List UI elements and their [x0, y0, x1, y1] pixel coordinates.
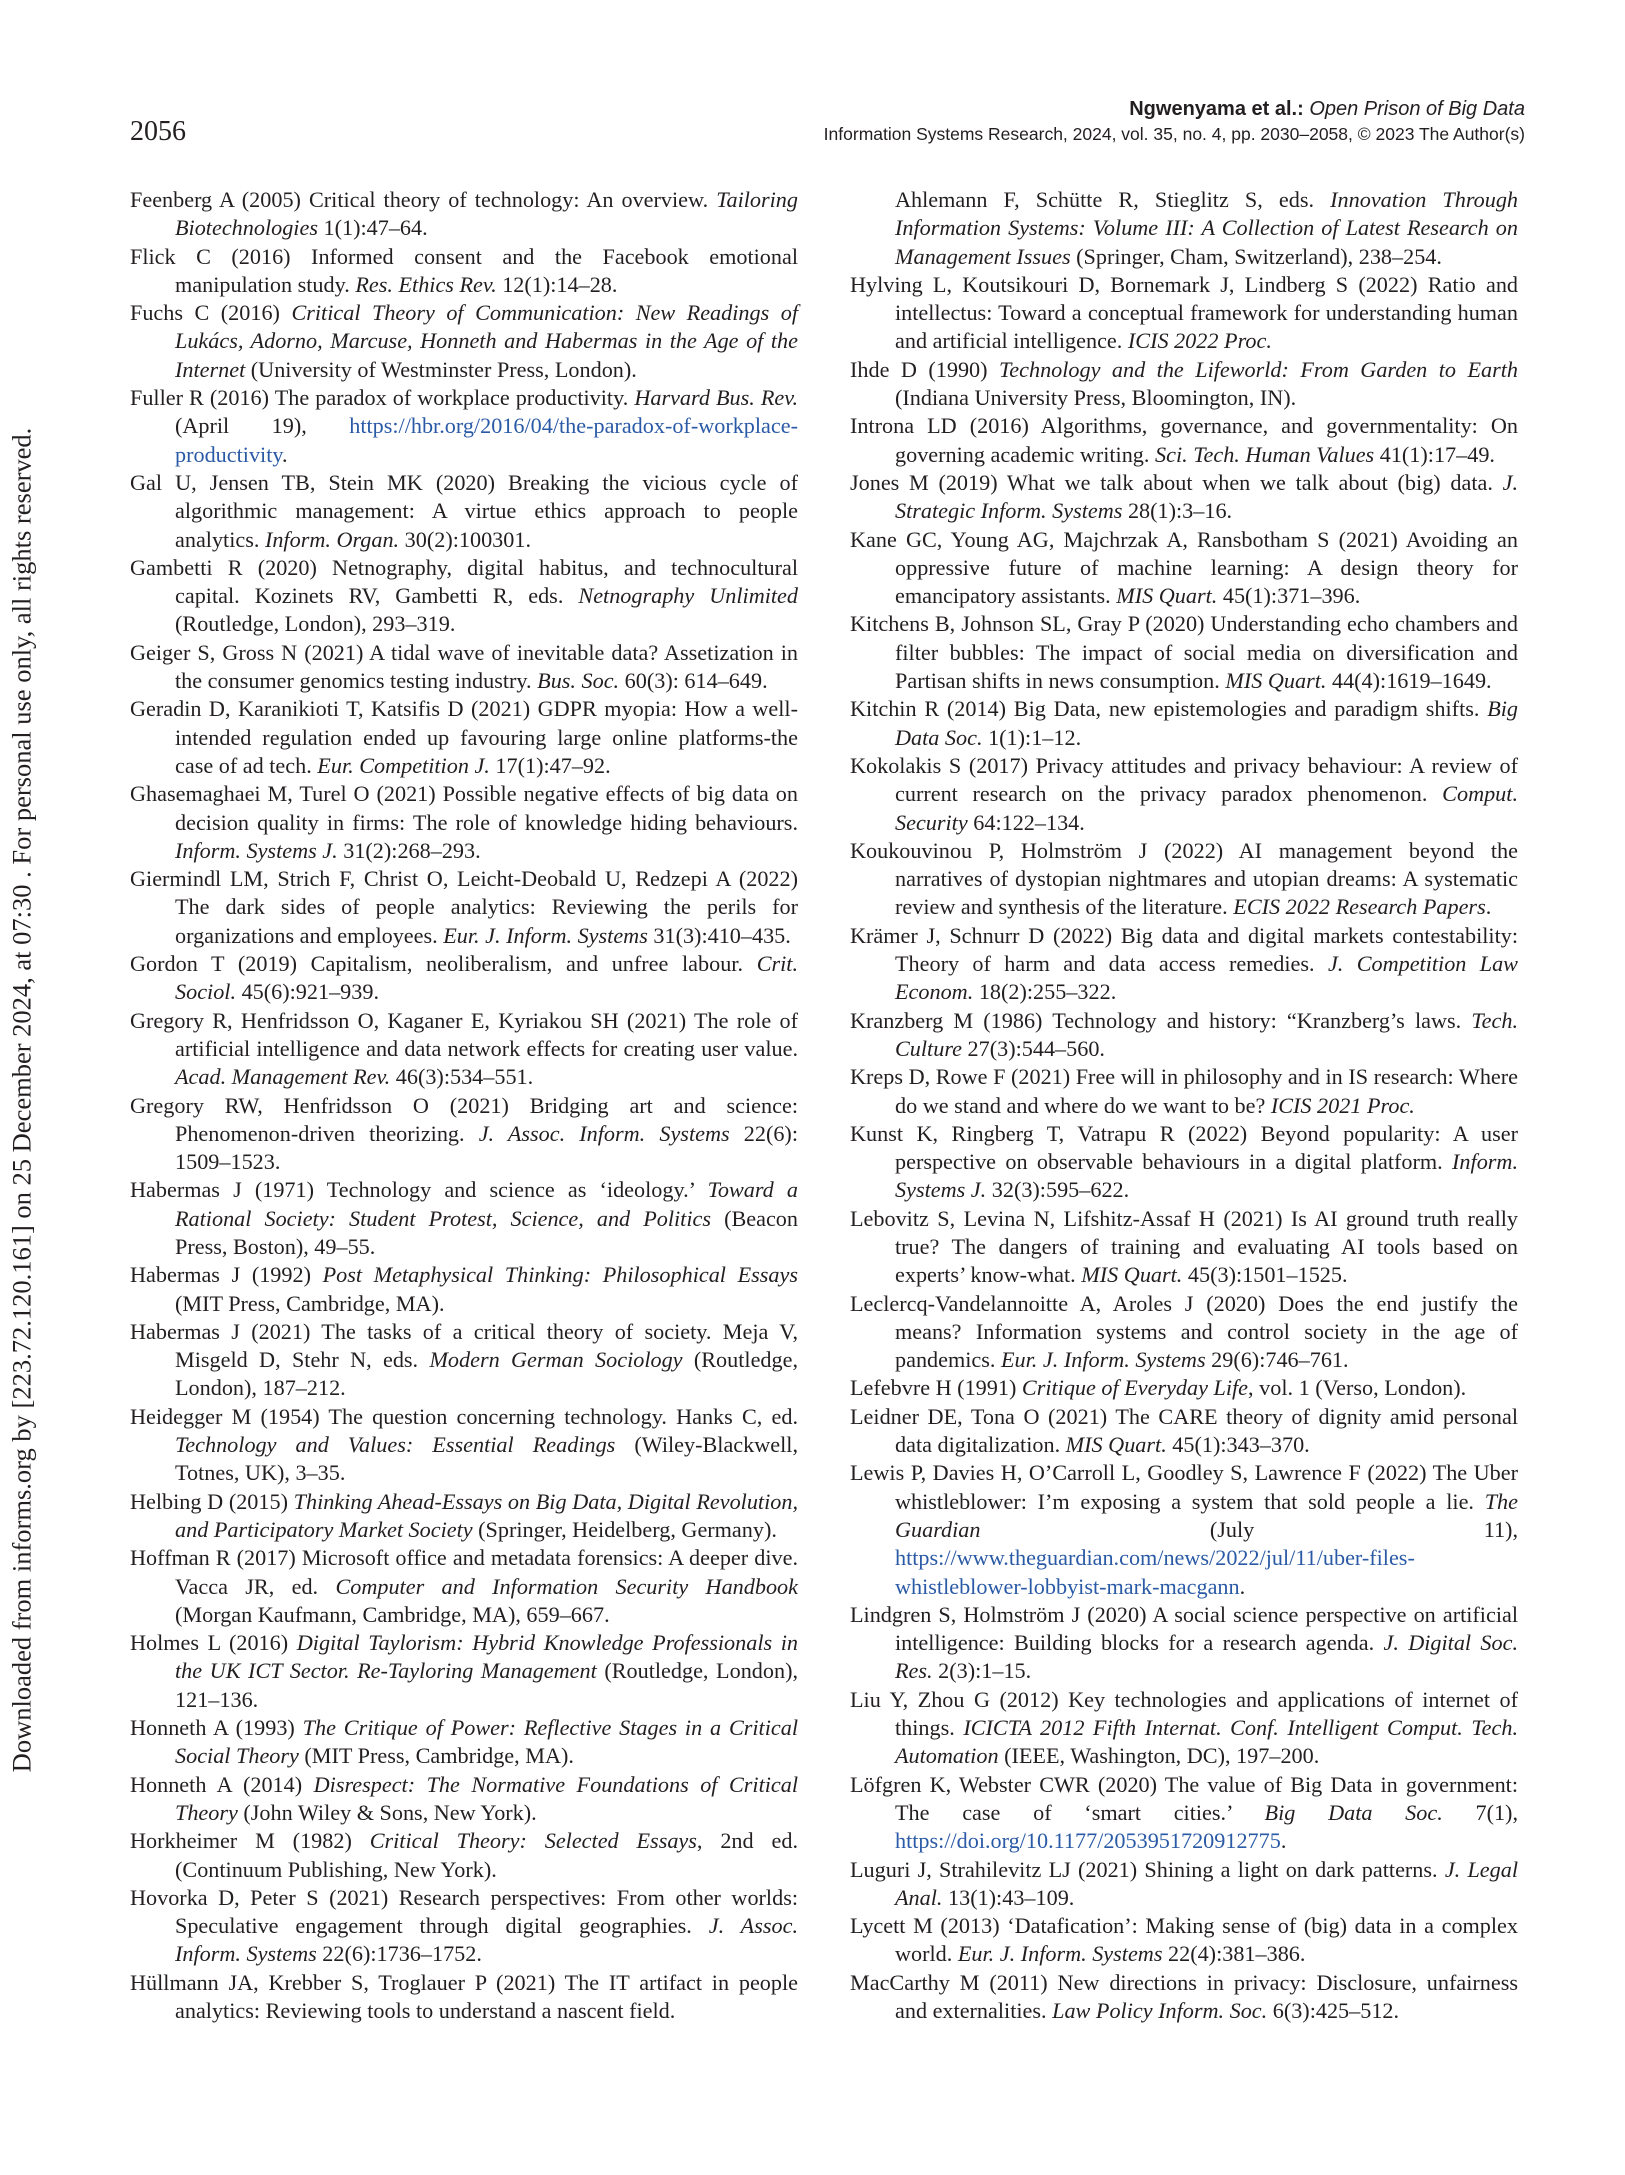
reference-text: 22(6): 1509–1523. [175, 1120, 798, 1175]
reference-source-italic: ICIS 2022 Proc. [1127, 328, 1272, 354]
reference-entry [850, 1856, 1518, 1913]
reference-text: 7(1), [1442, 1799, 1518, 1825]
reference-entry [850, 922, 1518, 1007]
reference-entry [130, 1488, 798, 1545]
reference-text: Kranzberg M (1986) Technology and history: “Kranzberg’s laws. [850, 1007, 1472, 1033]
reference-entry [850, 1912, 1518, 1969]
reference-text: Lewis P, Davies H, O’Carroll L, Goodley S, Lawrence F (2022) The Uber whistleblower: I’m exposing a system that sold people a lie. [850, 1460, 1518, 1514]
reference-text: (Wiley-Blackwell, Totnes, UK), 3–35. [175, 1432, 798, 1486]
reference-link[interactable]: https://hbr.org/2016/04/the-paradox-of-workplace-productivity [175, 413, 798, 467]
reference-source-italic: Bus. Soc. [537, 668, 620, 694]
reference-source-italic: Eur. Competition J. [317, 752, 490, 778]
reference-entry [130, 865, 798, 950]
reference-text: 12(1):14–28. [496, 271, 618, 297]
reference-text: Introna LD (2016) Algorithms, governance, and governmentality: On governing academic writing. [850, 413, 1518, 467]
reference-entry [130, 1007, 798, 1092]
reference-entry [850, 1290, 1518, 1375]
reference-source-italic: Eur. J. Inform. Systems [957, 1941, 1163, 1967]
reference-text: MacCarthy M (2011) New directions in privacy: Disclosure, unfairness and externalities. [850, 1969, 1518, 2023]
reference-entry [130, 1544, 798, 1629]
reference-text: Kunst K, Ringberg T, Vatrapu R (2022) Beyond popularity: A user perspective on observable behaviours in a digital platform. [850, 1120, 1518, 1175]
reference-source-italic: Inform. Systems J. [895, 1149, 1518, 1203]
reference-text: (April 19), [175, 413, 350, 439]
reference-text: Lindgren S, Holmström J (2020) A social science perspective on artificial intelligence: Building blocks for a research agenda. [850, 1601, 1518, 1656]
reference-text: (Routledge, London), 187–212. [175, 1347, 799, 1401]
reference-source-italic: MIS Quart. [1081, 1262, 1183, 1288]
reference-source-italic: J. Competition Law Econom. [895, 951, 1518, 1005]
reference-text: 6(3):425–512. [1267, 1998, 1400, 2023]
reference-text: Hüllmann JA, Krebber S, Troglauer P (2021) The IT artifact in people analytics: Reviewing tools to understand a nascent field. [130, 1969, 798, 2023]
reference-text: Lefebvre H (1991) [850, 1375, 1022, 1401]
reference-text: 60(3): 614–649. [619, 668, 768, 694]
reference-text: Gregory R, Henfridsson O, Kaganer E, Kyriakou SH (2021) The role of artificial intelligence and data network effects for creating user value. [130, 1007, 798, 1061]
reference-source-italic: Digital Taylorism: Hybrid Knowledge Professionals in the UK ICT Sector. Re-Tayloring Management [175, 1630, 798, 1684]
reference-source-italic: MIS Quart. [1225, 668, 1327, 694]
reference-text: Lycett M (2013) ‘Datafication’: Making sense of (big) data in a complex world. [850, 1913, 1518, 1967]
reference-text: (Routledge, London), 293–319. [175, 611, 456, 637]
reference-entry [850, 610, 1518, 695]
reference-text: 44(4):1619–1649. [1326, 668, 1492, 694]
reference-text: Flick C (2016) Informed consent and the Facebook emotional manipulation study. [130, 243, 798, 297]
reference-text: Fuchs C (2016) [130, 300, 292, 326]
reference-entry [850, 1459, 1518, 1600]
reference-entry [850, 695, 1518, 752]
reference-text: Habermas J (1971) Technology and science as ‘ideology.’ [130, 1177, 708, 1203]
references-left-column [130, 186, 798, 2025]
reference-text: 2(3):1–15. [932, 1658, 1032, 1684]
reference-text: Horkheimer M (1982) [130, 1828, 370, 1854]
reference-text: . [282, 441, 288, 467]
reference-source-italic: ECIS 2022 Research Papers [1233, 894, 1486, 920]
reference-source-italic: J. Digital Soc. Res. [895, 1630, 1518, 1684]
reference-source-italic: Comput. Security [895, 781, 1518, 835]
download-notice-text: Downloaded from informs.org by [223.72.120.161] on 25 December 2024, at 07:30 . For personal use only, all rights reserved. [6, 427, 37, 1773]
reference-text: Kitchens B, Johnson SL, Gray P (2020) Understanding echo chambers and filter bubbles: The impact of social media on diversification and Partisan shifts in news consumption. [850, 611, 1518, 694]
reference-entry [850, 1969, 1518, 2026]
reference-text: , 2nd ed. (Continuum Publishing, New York). [175, 1828, 798, 1882]
reference-text: Geiger S, Gross N (2021) A tidal wave of inevitable data? Assetization in the consumer genomics testing industry. [130, 639, 798, 694]
reference-text: 45(3):1501–1525. [1182, 1262, 1348, 1288]
header-journal-line: Information Systems Research, 2024, vol. 35, no. 4, pp. 2030–2058, © 2023 The Author(s) [823, 124, 1525, 144]
reference-source-italic: Toward a Rational Society: Student Protest, Science, and Politics [175, 1177, 798, 1231]
reference-text: 31(2):268–293. [337, 837, 481, 863]
reference-source-italic: ICICTA 2012 Fifth Internat. Conf. Intelligent Comput. Tech. Automation [895, 1715, 1518, 1769]
reference-text: Leclercq-Vandelannoitte A, Aroles J (2020) Does the end justify the means? Information systems and control society in the age of pandemics. [850, 1290, 1518, 1373]
reference-entry [130, 1403, 798, 1488]
reference-text: 17(1):47–92. [489, 752, 611, 778]
reference-text: 28(1):3–16. [1122, 498, 1233, 524]
reference-source-italic: Inform. Systems J. [175, 837, 338, 863]
reference-entry [130, 554, 798, 639]
reference-text: 1(1):1–12. [982, 724, 1082, 750]
reference-text: 1(1):47–64. [317, 215, 428, 241]
reference-source-italic: Res. Ethics Rev. [355, 271, 497, 297]
reference-source-italic: Critical Theory: Selected Essays [369, 1828, 697, 1854]
reference-entry [850, 1120, 1518, 1205]
reference-source-italic: Inform. Organ. [264, 526, 400, 552]
reference-source-italic: Innovation Through Information Systems: Volume III: A Collection of Latest Research on Management Issues [895, 187, 1519, 269]
reference-source-italic: Thinking Ahead-Essays on Big Data, Digital Revolution, and Participatory Market Society [175, 1488, 798, 1542]
reference-text: (July 11), [980, 1516, 1518, 1542]
reference-source-italic: Critique of Everyday Life [1021, 1375, 1249, 1401]
download-notice-sidebar [0, 0, 44, 2175]
reference-text: 22(4):381–386. [1162, 1941, 1306, 1967]
reference-entry [850, 1686, 1518, 1771]
reference-entry [130, 1629, 798, 1714]
reference-text: Lebovitz S, Levina N, Lifshitz-Assaf H (2021) Is AI ground truth really true? The dangers of training and evaluating AI tools based on experts’ know-what. [850, 1205, 1518, 1288]
reference-entry [850, 1205, 1518, 1290]
reference-entry [130, 1261, 798, 1318]
reference-source-italic: The Guardian [895, 1488, 1518, 1542]
reference-text: Giermindl LM, Strich F, Christ O, Leicht-Deobald U, Redzepi A (2022) The dark sides of people analytics: Reviewing the perils for organizations and employees. [130, 866, 798, 948]
reference-source-italic: Disrespect: The Normative Foundations of Critical Theory [175, 1771, 799, 1825]
reference-text: , vol. 1 (Verso, London). [1248, 1375, 1467, 1401]
reference-text: Hylving L, Koutsikouri D, Bornemark J, Lindberg S (2022) Ratio and intellectus: Toward a conceptual framework for understanding human and artificial intelligence. [850, 271, 1518, 354]
reference-entry [130, 1092, 798, 1177]
reference-source-italic: Netnography Unlimited [578, 583, 798, 609]
reference-entry [850, 1063, 1518, 1120]
reference-source-italic: The Critique of Power: Reflective Stages in a Critical Social Theory [175, 1715, 798, 1769]
reference-entry [130, 780, 798, 865]
reference-source-italic: J. Legal Anal. [895, 1856, 1519, 1910]
reference-entry [130, 950, 798, 1007]
reference-text: Liu Y, Zhou G (2012) Key technologies and applications of internet of things. [850, 1686, 1518, 1741]
reference-text: Kreps D, Rowe F (2021) Free will in philosophy and in IS research: Where do we stand and where do we want to be? [850, 1064, 1518, 1118]
reference-text: 46(3):534–551. [390, 1064, 534, 1090]
reference-text: . [1239, 1573, 1246, 1599]
reference-entry [130, 639, 798, 696]
reference-continuation [850, 186, 1518, 271]
reference-source-italic: Computer and Information Security Handbook [335, 1573, 798, 1599]
reference-text: Ghasemaghaei M, Turel O (2021) Possible negative effects of big data on decision quality in firms: The role of knowledge hiding behaviours. [130, 781, 798, 835]
reference-text: Geradin D, Karanikioti T, Katsifis D (2021) GDPR myopia: How a well-intended regulation ended up favouring large online platforms-the case of ad tech. [130, 696, 798, 778]
reference-entry [130, 243, 798, 300]
reference-text: 18(2):255–322. [973, 979, 1117, 1005]
reference-entry [850, 412, 1518, 469]
page-number: 2056 [130, 116, 186, 147]
reference-text: Honneth A (1993) [130, 1715, 303, 1741]
reference-text: Ihde D (1990) [850, 356, 999, 382]
reference-text: 32(3):595–622. [986, 1177, 1130, 1203]
reference-text: . [1485, 894, 1492, 920]
reference-source-italic: Big Data Soc. [895, 696, 1518, 750]
reference-source-italic: Eur. J. Inform. Systems [443, 922, 648, 948]
reference-entry [130, 1827, 798, 1884]
reference-text: 45(6):921–939. [236, 979, 379, 1005]
reference-entry [850, 1374, 1518, 1402]
reference-text: Ahlemann F, Schütte R, Stieglitz S, eds. [895, 187, 1331, 212]
reference-text: 64:122–134. [967, 809, 1085, 835]
reference-entry [850, 526, 1518, 611]
reference-entry [130, 186, 798, 243]
reference-text: 29(6):746–761. [1205, 1347, 1349, 1373]
reference-text: Holmes L (2016) [130, 1630, 297, 1656]
reference-source-italic: Tech. Culture [895, 1007, 1518, 1061]
reference-entry [850, 752, 1518, 837]
reference-text: Krämer J, Schnurr D (2022) Big data and digital markets contestability: Theory of harm and data access remedies. [850, 922, 1518, 977]
reference-text: (University of Westminster Press, London). [245, 356, 637, 382]
reference-text: . [1280, 1828, 1287, 1854]
reference-link[interactable]: https://doi.org/10.1177/2053951720912775 [895, 1828, 1281, 1854]
reference-text: (Springer, Cham, Switzerland), 238–254. [1070, 243, 1442, 269]
reference-source-italic: Critical Theory of Communication: New Readings of Lukács, Adorno, Marcuse, Honneth and Habermas in the Age of the Internet [175, 300, 798, 382]
reference-entry [130, 1318, 798, 1403]
reference-text: Löfgren K, Webster CWR (2020) The value of Big Data in government: The case of ‘smart cities.’ [850, 1771, 1518, 1825]
reference-entry [130, 1884, 798, 1969]
reference-text: (Morgan Kaufmann, Cambridge, MA), 659–667. [175, 1601, 610, 1627]
header-authors: Ngwenyama et al.: [1129, 98, 1304, 120]
reference-text: 13(1):43–109. [942, 1884, 1075, 1910]
reference-source-italic: Law Policy Inform. Soc. [1052, 1998, 1268, 2023]
reference-entry [130, 469, 798, 554]
reference-text: Kitchin R (2014) Big Data, new epistemologies and paradigm shifts. [850, 696, 1488, 722]
reference-entry [130, 1771, 798, 1828]
reference-entry [130, 299, 798, 384]
reference-entry [850, 1007, 1518, 1064]
reference-entry [850, 1601, 1518, 1686]
reference-source-italic: J. Assoc. Inform. Systems [175, 1913, 798, 1967]
reference-text: (MIT Press, Cambridge, MA). [298, 1743, 574, 1769]
reference-text: Kokolakis S (2017) Privacy attitudes and privacy behaviour: A review of current research on the privacy paradox phenomenon. [850, 752, 1518, 807]
reference-source-italic: MIS Quart. [1065, 1432, 1167, 1458]
reference-text: 31(3):410–435. [647, 922, 791, 948]
reference-text: 45(1):343–370. [1166, 1432, 1310, 1458]
reference-text: 45(1):371–396. [1217, 583, 1361, 609]
reference-text: Honneth A (2014) [130, 1771, 314, 1797]
running-header [824, 97, 1525, 147]
reference-text: (John Wiley & Sons, New York). [237, 1799, 537, 1825]
reference-text: (Beacon Press, Boston), 49–55. [175, 1205, 798, 1259]
reference-text: Habermas J (1992) [130, 1262, 323, 1288]
reference-entry [850, 469, 1518, 526]
reference-source-italic: Technology and Values: Essential Readings [175, 1432, 616, 1458]
references-right-column [850, 186, 1518, 2025]
reference-text: 27(3):544–560. [961, 1035, 1105, 1061]
reference-source-italic: Technology and the Lifeworld: From Garden to Earth [998, 356, 1518, 382]
reference-entry [130, 384, 798, 469]
header-title-line [824, 97, 1525, 122]
reference-text: (Indiana University Press, Bloomington, IN). [895, 385, 1297, 411]
reference-source-italic: Eur. J. Inform. Systems [1000, 1347, 1206, 1373]
reference-source-italic: J. Strategic Inform. Systems [895, 469, 1518, 524]
reference-text: Gal U, Jensen TB, Stein MK (2020) Breaking the vicious cycle of algorithmic management: A virtue ethics approach to people analytics. [130, 469, 798, 552]
reference-source-italic: J. Assoc. Inform. Systems [478, 1120, 730, 1146]
reference-text: Jones M (2019) What we talk about when we talk about (big) data. [850, 469, 1503, 495]
reference-text: Luguri J, Strahilevitz LJ (2021) Shining a light on dark patterns. [850, 1856, 1445, 1882]
reference-entry [130, 1969, 798, 2026]
reference-text: Helbing D (2015) [130, 1488, 294, 1514]
reference-source-italic: Crit. Sociol. [175, 951, 798, 1005]
reference-source-italic: Tailoring Biotechnologies [175, 187, 798, 241]
reference-source-italic: Post Metaphysical Thinking: Philosophical Essays [322, 1262, 798, 1288]
reference-source-italic: Harvard Bus. Rev. [634, 385, 798, 411]
reference-entry [850, 356, 1518, 413]
reference-source-italic: Big Data Soc. [1264, 1799, 1443, 1825]
reference-text: Heidegger M (1954) The question concerning technology. Hanks C, ed. [130, 1403, 798, 1429]
reference-text: 22(6):1736–1752. [316, 1941, 482, 1967]
reference-entry [850, 1771, 1518, 1856]
reference-text: Gordon T (2019) Capitalism, neoliberalism, and unfree labour. [130, 951, 757, 977]
reference-text: 30(2):100301. [399, 526, 531, 552]
reference-text: (IEEE, Washington, DC), 197–200. [998, 1743, 1320, 1769]
reference-text: Kane GC, Young AG, Majchrzak A, Ransbotham S (2021) Avoiding an oppressive future of machine learning: A design theory for emancipatory assistants. [850, 526, 1518, 609]
reference-source-italic: ICIS 2021 Proc. [1270, 1092, 1415, 1118]
reference-text: Gambetti R (2020) Netnography, digital habitus, and technocultural capital. Kozinets RV, Gambetti R, eds. [130, 554, 798, 609]
reference-text: Habermas J (2021) The tasks of a critical theory of society. Meja V, Misgeld D, Stehr N, eds. [130, 1318, 798, 1373]
header-short-title: Open Prison of Big Data [1309, 98, 1525, 120]
reference-text: Hovorka D, Peter S (2021) Research perspectives: From other worlds: Speculative engagement through digital geographies. [130, 1884, 798, 1939]
reference-entry [850, 1403, 1518, 1460]
reference-text: Leidner DE, Tona O (2021) The CARE theory of dignity amid personal data digitalization. [850, 1403, 1518, 1458]
reference-text: Hoffman R (2017) Microsoft office and metadata forensics: A deeper dive. Vacca JR, ed. [130, 1545, 798, 1599]
reference-text: (Springer, Heidelberg, Germany). [472, 1516, 777, 1542]
reference-entry [130, 1714, 798, 1771]
reference-entry [130, 695, 798, 780]
reference-source-italic: MIS Quart. [1116, 583, 1218, 609]
reference-text: Gregory RW, Henfridsson O (2021) Bridging art and science: Phenomenon-driven theorizing. [130, 1092, 798, 1146]
reference-entry [850, 271, 1518, 356]
reference-text: Feenberg A (2005) Critical theory of technology: An overview. [130, 187, 717, 212]
reference-source-italic: Acad. Management Rev. [175, 1064, 391, 1090]
reference-entry [850, 837, 1518, 922]
reference-text: (Routledge, London), 121–136. [175, 1658, 799, 1712]
reference-text: Koukouvinou P, Holmström J (2022) AI management beyond the narratives of dystopian nightmares and utopian dreams: A systematic review and synthesis of the literature. [850, 837, 1518, 920]
reference-text: 41(1):17–49. [1374, 441, 1495, 467]
reference-text: (MIT Press, Cambridge, MA). [175, 1290, 445, 1316]
reference-link[interactable]: https://www.theguardian.com/news/2022/jul/11/uber-files-whistleblower-lobbyist-mark-macgann [895, 1545, 1415, 1599]
reference-source-italic: Sci. Tech. Human Values [1155, 441, 1375, 467]
reference-source-italic: Modern German Sociology [429, 1347, 683, 1373]
reference-text: Fuller R (2016) The paradox of workplace productivity. [130, 385, 635, 411]
reference-entry [130, 1176, 798, 1261]
